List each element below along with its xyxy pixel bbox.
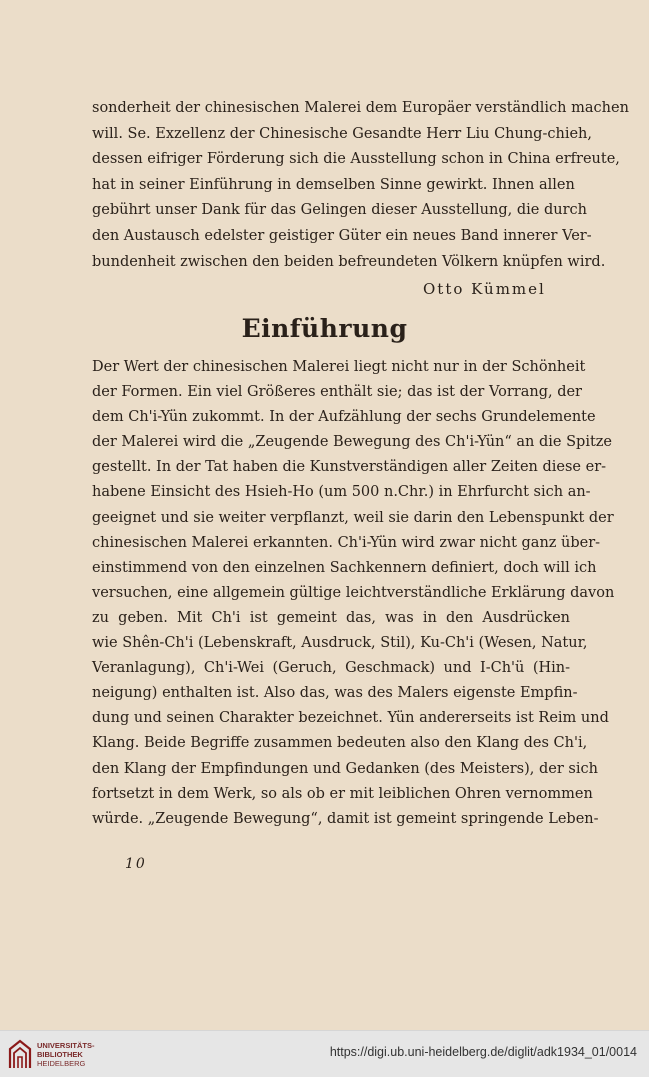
page-number: 10 [125, 856, 147, 872]
text-line: will. Se. Exzellenz der Chinesische Gesandte Herr Liu Chung-chieh, [92, 125, 592, 142]
ub-heidelberg-logo-icon[interactable] [7, 1037, 33, 1071]
text-line: bundenheit zwischen den beiden befreundeten Völkern knüpfen wird. [92, 253, 606, 270]
text-line: gebührt unser Dank für das Gelingen dieser Ausstellung, die durch [92, 202, 587, 219]
text-line: dem Ch'i-Yün zukommt. In der Aufzählung der sechs Grundelemente [92, 409, 596, 426]
text-line: der Malerei wird die „Zeugende Bewegung des Ch'i-Yün“ an die Spitze [92, 434, 613, 451]
text-line: dung und seinen Charakter bezeichnet. Yün andererseits ist Reim und [92, 710, 609, 727]
text-line: den Klang der Empfindungen und Gedanken (des Meisters), der sich [92, 760, 598, 777]
section-heading: Einführung [241, 314, 408, 343]
viewer-footer [0, 1030, 649, 1077]
text-line: zu geben. Mit Ch'i ist gemeint das, was in den Ausdrücken [92, 609, 570, 626]
text-line: fortsetzt in dem Werk, so als ob er mit leiblichen Ohren vernommen [92, 785, 593, 802]
text-line: habene Einsicht des Hsieh-Ho (um 500 n.Chr.) in Ehrfurcht sich an- [92, 484, 591, 501]
library-name-line: HEIDELBERG [37, 1059, 86, 1068]
text-line: chinesischen Malerei erkannten. Ch'i-Yün wird zwar nicht ganz über- [92, 534, 601, 551]
permalink-url[interactable]: https://digi.ub.uni-heidelberg.de/diglit/adk1934_01/0014 [329, 1045, 637, 1059]
text-line: wie Shên-Ch'i (Lebenskraft, Ausdruck, Stil), Ku-Ch'i (Wesen, Natur, [92, 635, 588, 652]
library-name-line: UNIVERSITÄTS- [37, 1041, 95, 1050]
text-line: dessen eifriger Förderung sich die Ausstellung schon in China erfreute, [92, 151, 620, 168]
text-line: einstimmend von den einzelnen Sachkennern definiert, doch will ich [92, 559, 597, 576]
text-line: Veranlagung), Ch'i-Wei (Geruch, Geschmack) und I-Ch'ü (Hin- [92, 660, 570, 677]
text-line: würde. „Zeugende Bewegung“, damit ist gemeint springende Leben- [92, 810, 599, 827]
text-line: neigung) enthalten ist. Also das, was des Malers eigenste Empfin- [92, 685, 578, 702]
body-paragraph [92, 355, 615, 832]
text-line: der Formen. Ein viel Größeres enthält sie; das ist der Vorrang, der [92, 384, 582, 401]
text-line: Der Wert der chinesischen Malerei liegt nicht nur in der Schönheit [92, 359, 586, 375]
author-signature: Otto Kümmel [423, 280, 546, 298]
text-line: den Austausch edelster geistiger Güter ein neues Band innerer Ver- [92, 227, 592, 244]
text-line: gestellt. In der Tat haben die Kunstverständigen aller Zeiten diese er- [92, 459, 607, 476]
text-line: versuchen, eine allgemein gültige leichtverständliche Erklärung davon [92, 584, 615, 601]
text-line: hat in seiner Einführung in demselben Sinne gewirkt. Ihnen allen [92, 176, 575, 193]
text-line: geeignet und sie weiter verpflanzt, weil sie darin den Lebenspunkt der [92, 509, 614, 526]
text-line: Klang. Beide Begriffe zusammen bedeuten also den Klang des Ch'i, [92, 735, 588, 752]
library-name [37, 1041, 95, 1068]
library-name-line: BIBLIOTHEK [37, 1050, 83, 1059]
text-line: sonderheit der chinesischen Malerei dem Europäer verständlich machen [92, 100, 629, 116]
intro-paragraph [92, 96, 629, 275]
